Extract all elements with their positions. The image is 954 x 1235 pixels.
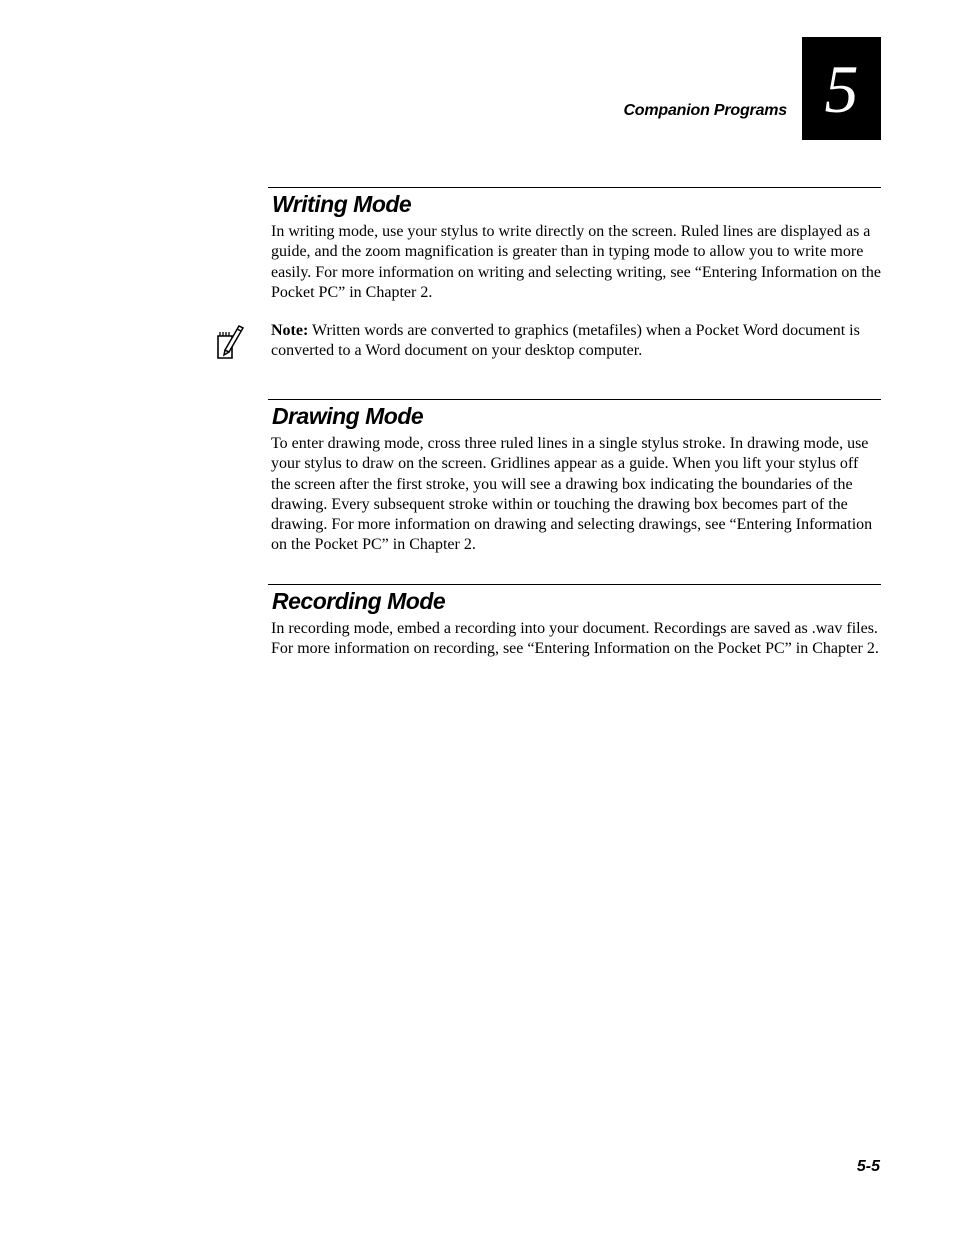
note-label: Note: xyxy=(271,322,309,339)
section-recording-mode xyxy=(268,584,881,660)
running-head-title: Companion Programs xyxy=(623,102,787,119)
page-number: 5-5 xyxy=(856,1158,880,1175)
chapter-number: 5 xyxy=(824,50,859,127)
note-body: Written words are converted to graphics (metafiles) when a Pocket Word document is converted to a Word document on your desktop computer. xyxy=(271,322,860,360)
chapter-tab xyxy=(802,37,881,140)
section-heading: Writing Mode xyxy=(272,191,412,217)
section-drawing-mode xyxy=(268,399,881,556)
section-body: In recording mode, embed a recording into your document. Recordings are saved as .wav files. For more information on recording, see “Entering Information on the Pocket PC” in Chapter 2. xyxy=(271,620,879,658)
section-heading: Recording Mode xyxy=(272,588,446,614)
section-body: In writing mode, use your stylus to write directly on the screen. Ruled lines are displayed as a guide, and the zoom magnification is greater than in typing mode to allow you to write more easily. For more information on writing and selecting writing, see “Entering Information on the Pocket PC” in Chapter 2. xyxy=(271,223,881,301)
note-pad-pencil-icon xyxy=(215,320,245,360)
section-body: To enter drawing mode, cross three ruled lines in a single stylus stroke. In drawing mode, use your stylus to draw on the screen. Gridlines appear as a guide. When you lift your stylus off the screen after the first stroke, you will see a drawing box indicating the boundaries of the drawing. Every subsequent stroke within or touching the drawing box becomes part of the drawing. For more information on drawing and selecting drawings, see “Entering Information on the Pocket PC” in Chapter 2. xyxy=(271,435,873,554)
section-writing-mode xyxy=(268,187,881,303)
section-heading: Drawing Mode xyxy=(272,403,424,429)
note-text xyxy=(271,321,881,362)
